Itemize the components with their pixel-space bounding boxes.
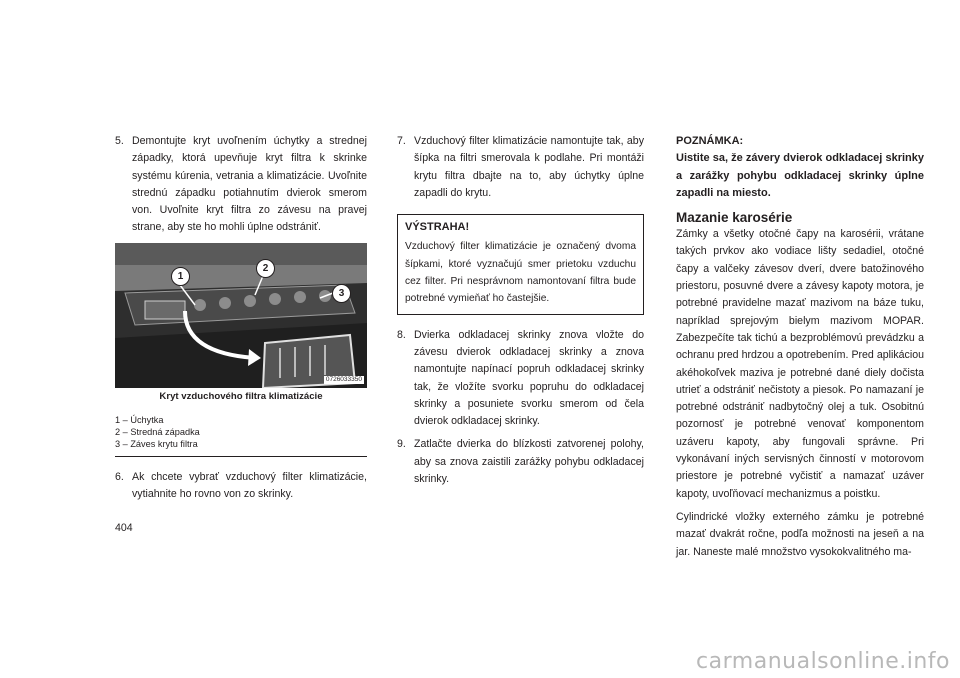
body-paragraph: Cylindrické vložky externého zámku je potrebné mazať dvakrát ročne, podľa možnosti na jeseň a na jar. Naneste malé množstvo vysokokvalitného ma- (676, 510, 924, 558)
step-number: 9. (397, 438, 406, 451)
page-number: 404 (115, 522, 133, 534)
callout-1: 1 (171, 267, 190, 286)
step-text: Dvierka odkladacej skrinky znova vložte do závesu dvierok odkladacej skrinky a znova namontujte napínací popruh odkladacej skrinky tak, že vložíte svorku popruhu do odkladacej skrinky a posuniete svorku smerom od čela dvierok odkladacej skrinky. (414, 328, 644, 428)
figure-caption: Kryt vzduchového filtra klimatizácie (159, 390, 323, 402)
section-title: Mazanie karosérie (676, 210, 793, 226)
step-8 (397, 327, 644, 431)
legend-item: 1 – Úchytka (115, 414, 164, 425)
middle-column (397, 133, 644, 494)
step-7 (397, 133, 644, 202)
step-text: Zatlačte dvierka do blízkosti zatvorenej polohy, aby sa znova zaistili zarážky pohybu odkladacej skrinky. (414, 438, 644, 486)
step-number: 5. (115, 135, 124, 147)
step-5 (115, 133, 367, 237)
filter-cover-figure (115, 243, 367, 388)
step-9 (397, 436, 644, 488)
warning-box (397, 214, 644, 314)
body-paragraph: Zámky a všetky otočné čapy na karosérii, vrátane takých prvkov ako vodiace lišty sedadiel, otočné čapy a valčeky závesov dverí, dvere batožinového priestoru, posuvné dvere a závesy kapoty motora, je potrebné pravidelne mazať mazivom na báze tuku, napríklad sprejovým bielym mazivom MOPAR. Zabezpečíte tak tichú a bezproblémovú prevádzku a ochranu pred hrdzou a opotrebením. Pred aplikáciou akéhokoľvek maziva je potrebné dané diely dočista utrieť a odstrániť nečistoty a piesok. Po namazaní je potrebné odstrániť nadbytočný olej a tuk. Osobitnú pozornosť je potrebné venovať komponentom uzáveru kapoty, aby fungovali správne. Pri vykonávaní iných servisných činností v motorovom priestore je potrebné vyčistiť a namazať uzáver kapoty, uvoľňovací mechanizmus a poistku. (676, 228, 924, 500)
step-number: 6. (115, 470, 124, 483)
step-6 (115, 469, 367, 504)
warning-text: Vzduchový filter klimatizácie je označený dvoma šípkami, ktoré vyznačujú smer prietoku vzduchu cez filter. Pri nesprávnom namontovaní filtra bude potrebné vymieňať ho častejšie. (405, 241, 636, 305)
filter-cover-illustration (115, 243, 367, 388)
step-text: Ak chcete vybrať vzduchový filter klimatizácie, vytiahnite ho rovno von zo skrinky. (132, 470, 367, 501)
warning-title: VÝSTRAHA! (405, 221, 470, 234)
step-number: 8. (397, 328, 406, 341)
callout-2: 2 (256, 259, 275, 278)
left-column (115, 133, 367, 509)
note-title: POZNÁMKA: (676, 135, 744, 147)
step-text: Demontujte kryt uvoľnením úchytky a strednej západky, ktorá upevňuje kryt filtra k skrinke systému kúrenia, vetrania a klimatizácie. Uvoľnite strednú západku potiahnutím dvierok smerom von. Uvoľnite kryt filtra zo závesu na pravej strane, aby ste ho mohli úplne odstrániť. (132, 135, 367, 234)
legend-item: 3 – Záves krytu filtra (115, 438, 198, 449)
step-number: 7. (397, 135, 406, 147)
note-text: Uistite sa, že závery dvierok odkladacej skrinky a zarážky pohybu odkladacej skrinky úplne zapadli na miesto. (676, 152, 924, 199)
figure-code: 0726033350 (325, 375, 362, 383)
watermark: carmanualsonline.info (696, 649, 950, 674)
step-text: Vzduchový filter klimatizácie namontujte tak, aby šípka na filtri smerovala k podlahe. Pri montáži krytu filtra dbajte na to, aby úchytky úplne zapadli do krytu. (414, 135, 644, 199)
legend-item: 2 – Stredná západka (115, 426, 200, 437)
divider (115, 456, 367, 457)
callout-3: 3 (332, 284, 351, 303)
right-column (676, 133, 924, 567)
